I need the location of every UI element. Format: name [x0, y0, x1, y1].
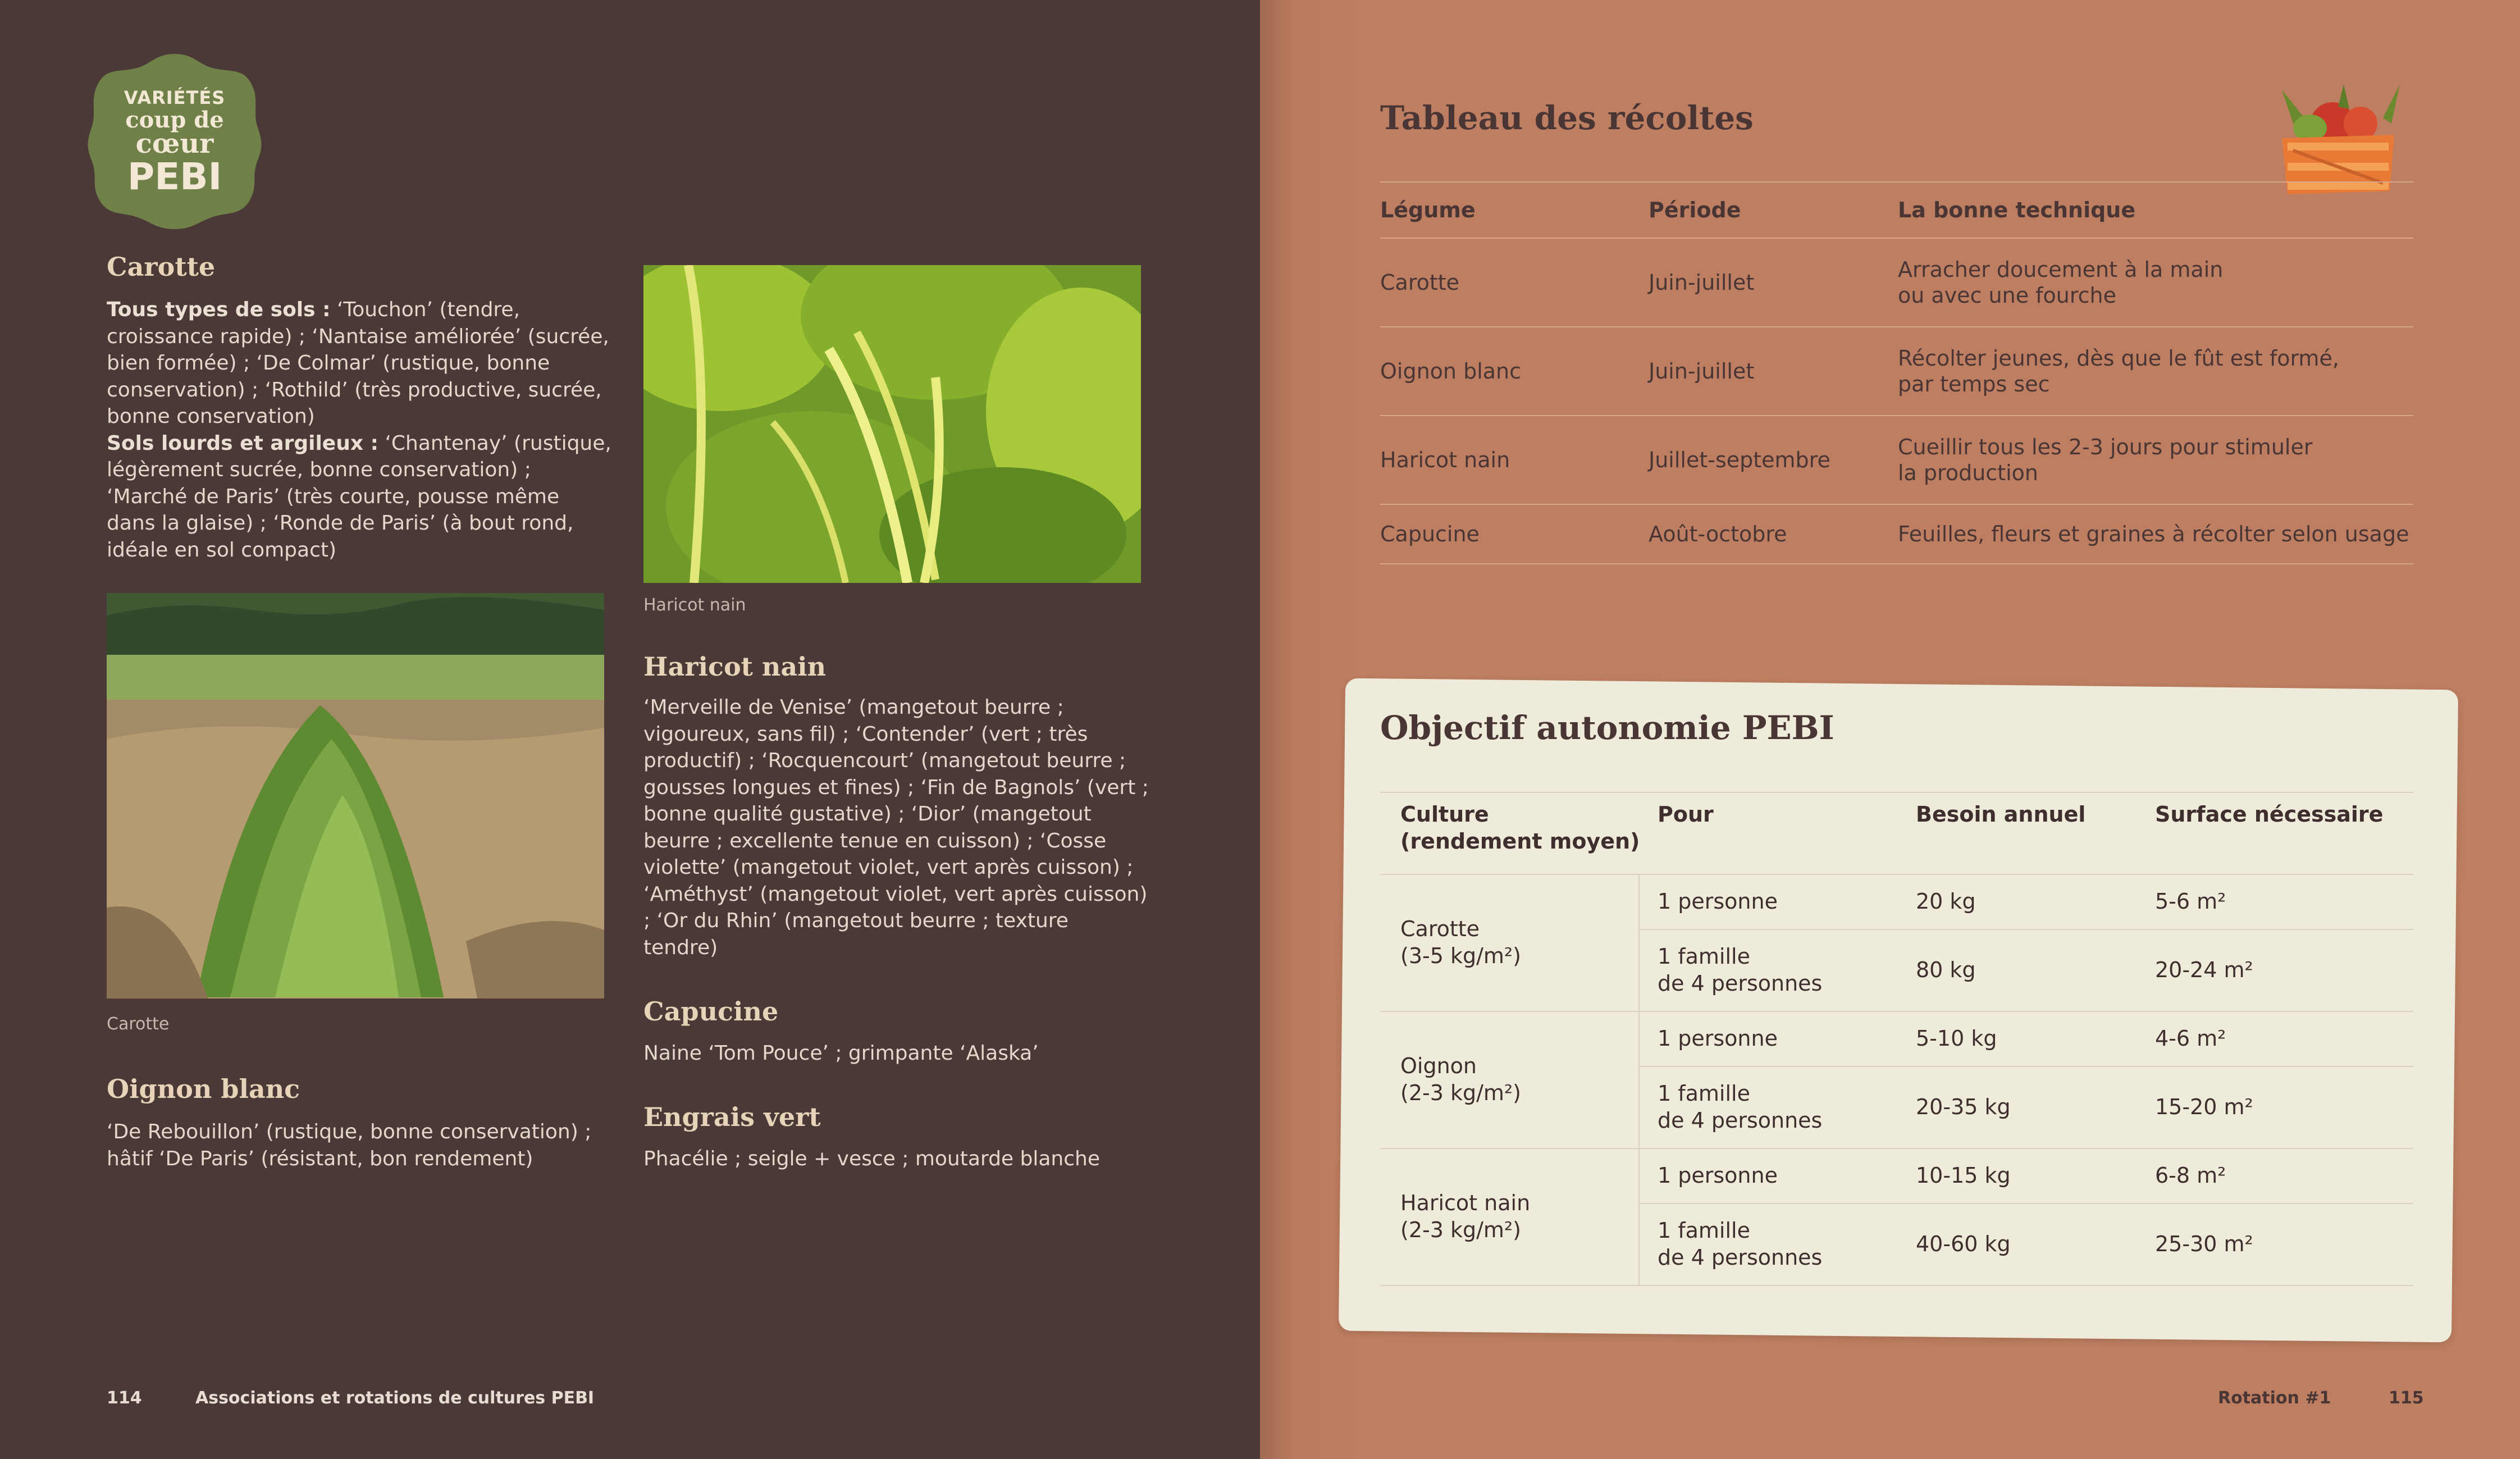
besoin-cell: 5-10 kg	[1916, 1026, 1997, 1051]
pour-cell: 1 personne	[1658, 889, 1778, 914]
autonomy-title: Objectif autonomie PEBI	[1380, 709, 1834, 747]
badge-line-2: coup de	[125, 107, 224, 133]
header-culture	[1400, 801, 1647, 855]
capucine-heading: Capucine	[643, 996, 779, 1027]
oignon-text: ‘De Rebouillon’ (rustique, bonne conservation) ; hâtif ‘De Paris’ (résistant, bon rendement)	[107, 1120, 592, 1170]
harvest-title: Tableau des récoltes	[1380, 99, 1754, 137]
cell-2: Feuilles, fleurs et graines à récolter selon usage	[1898, 522, 2409, 546]
culture-cell: Haricot nain (2-3 kg/m²)	[1400, 1191, 1531, 1242]
table-divider	[1638, 874, 1640, 1011]
haricot-caption: Haricot nain	[643, 595, 746, 615]
harvest-header-row	[1380, 181, 2413, 238]
soils1-label: Tous types de sols :	[107, 298, 331, 321]
header-pour: Pour	[1658, 802, 1714, 827]
besoin-cell: 20-35 kg	[1916, 1095, 2011, 1119]
cell-2: Récolter jeunes, dès que le fût est formé, par temps sec	[1898, 346, 2339, 396]
header-2: La bonne technique	[1898, 198, 2136, 222]
cell-0: Carotte	[1380, 270, 1460, 295]
oignon-heading: Oignon blanc	[107, 1074, 300, 1104]
header-1: Période	[1649, 198, 1741, 222]
engrais-heading: Engrais vert	[643, 1102, 821, 1132]
harvest-row	[1380, 326, 2413, 415]
carotte-photo	[107, 593, 604, 998]
header-surface: Surface nécessaire	[2155, 802, 2384, 827]
pour-cell: 1 famille de 4 personnes	[1658, 1081, 1823, 1133]
cell-0: Oignon blanc	[1380, 359, 1522, 384]
carotte-text	[107, 297, 612, 563]
surface-cell: 6-8 m²	[2155, 1163, 2226, 1188]
besoin-cell: 20 kg	[1916, 889, 1976, 914]
cell-1: Juillet-septembre	[1649, 448, 1830, 472]
culture-cell: Carotte (3-5 kg/m²)	[1400, 917, 1521, 968]
badge-line-3: cœur	[135, 128, 214, 159]
soils1-text: ‘Touchon’ (tendre, croissance rapide) ; ‘Nantaise améliorée’ (sucrée, bien formée) ; ‘De Colmar’ (rustique, bonne conservation) ; ‘Rothild’ (très productive, sucrée, bonne conservation)	[107, 298, 609, 428]
pour-cell: 1 famille de 4 personnes	[1658, 944, 1823, 996]
surface-cell: 4-6 m²	[2155, 1026, 2226, 1051]
cell-2: Cueillir tous les 2-3 jours pour stimuler la production	[1898, 435, 2313, 485]
header-besoin: Besoin annuel	[1916, 802, 2086, 827]
cell-1: Juin-juillet	[1649, 359, 1755, 384]
soils2-text: ‘Chantenay’ (rustique, légèrement sucrée, bonne conservation) ; ‘Marché de Paris’ (très courte, pousse même dans la glaise) ; ‘Ronde de Paris’ (à bout rond, idéale en sol compact)	[107, 431, 611, 562]
engrais-text: Phacélie ; seigle + vesce ; moutarde blanche	[643, 1147, 1101, 1170]
culture-cell: Oignon (2-3 kg/m²)	[1400, 1054, 1521, 1105]
harvest-row	[1380, 415, 2413, 504]
pour-cell: 1 personne	[1658, 1163, 1778, 1188]
table-divider	[1638, 1011, 1640, 1148]
page-number-right: 115	[2389, 1388, 2424, 1408]
cell-1: Août-octobre	[1649, 522, 1787, 546]
harvest-row	[1380, 504, 2413, 564]
badge-line-1: VARIÉTÉS	[124, 87, 226, 108]
surface-cell: 20-24 m²	[2155, 958, 2253, 982]
surface-cell: 5-6 m²	[2155, 889, 2226, 914]
cell-1: Juin-juillet	[1649, 270, 1755, 295]
cell-0: Haricot nain	[1380, 448, 1510, 472]
harvest-row	[1380, 238, 2413, 326]
header-culture-label: Culture	[1400, 802, 1489, 827]
haricot-heading: Haricot nain	[643, 651, 827, 682]
besoin-cell: 80 kg	[1916, 958, 1976, 982]
cell-2: Arracher doucement à la main ou avec une fourche	[1898, 257, 2224, 308]
soils2-label: Sols lourds et argileux :	[107, 431, 378, 455]
table-rule	[1380, 792, 2413, 793]
section-label: Rotation #1	[2218, 1388, 2331, 1408]
pour-cell: 1 personne	[1658, 1026, 1778, 1051]
chapter-title: Associations et rotations de cultures PEBI	[195, 1388, 595, 1408]
header-0: Légume	[1380, 198, 1476, 222]
pour-cell: 1 famille de 4 personnes	[1658, 1218, 1823, 1270]
carotte-heading: Carotte	[107, 252, 216, 282]
harvest-table	[1380, 181, 2413, 564]
surface-cell: 25-30 m²	[2155, 1232, 2253, 1256]
capucine-text: Naine ‘Tom Pouce’ ; grimpante ‘Alaska’	[643, 1042, 1039, 1065]
besoin-cell: 10-15 kg	[1916, 1163, 2011, 1188]
table-rule	[1380, 1285, 2413, 1286]
cell-0: Capucine	[1380, 522, 1480, 546]
carotte-caption: Carotte	[107, 1014, 170, 1034]
haricot-text: ‘Merveille de Venise’ (mangetout beurre ; vigoureux, sans fil) ; ‘Contender’ (vert ; très productif) ; ‘Rocquencourt’ (mangetout beurre ; gousses longues et fines) ; ‘Fin de Bagnols’ (vert ; bonne qualité gustative) ; ‘Dior’ (mangetout beurre ; excellente tenue en cuisson) ; ‘Cosse violette’ (mangetout violet, vert après cuisson) ; ‘Améthyst’ (mangetout violet, vert après cuisson) ; ‘Or du Rhin’ (mangetout beurre ; texture tendre)	[643, 696, 1149, 959]
page-number-left: 114	[107, 1388, 142, 1408]
badge-line-4: PEBI	[127, 155, 222, 198]
besoin-cell: 40-60 kg	[1916, 1232, 2011, 1256]
haricot-photo	[643, 265, 1141, 583]
surface-cell: 15-20 m²	[2155, 1095, 2253, 1119]
header-culture-sub: (rendement moyen)	[1400, 829, 1640, 854]
table-divider	[1638, 1148, 1640, 1285]
varietes-badge	[84, 52, 265, 230]
